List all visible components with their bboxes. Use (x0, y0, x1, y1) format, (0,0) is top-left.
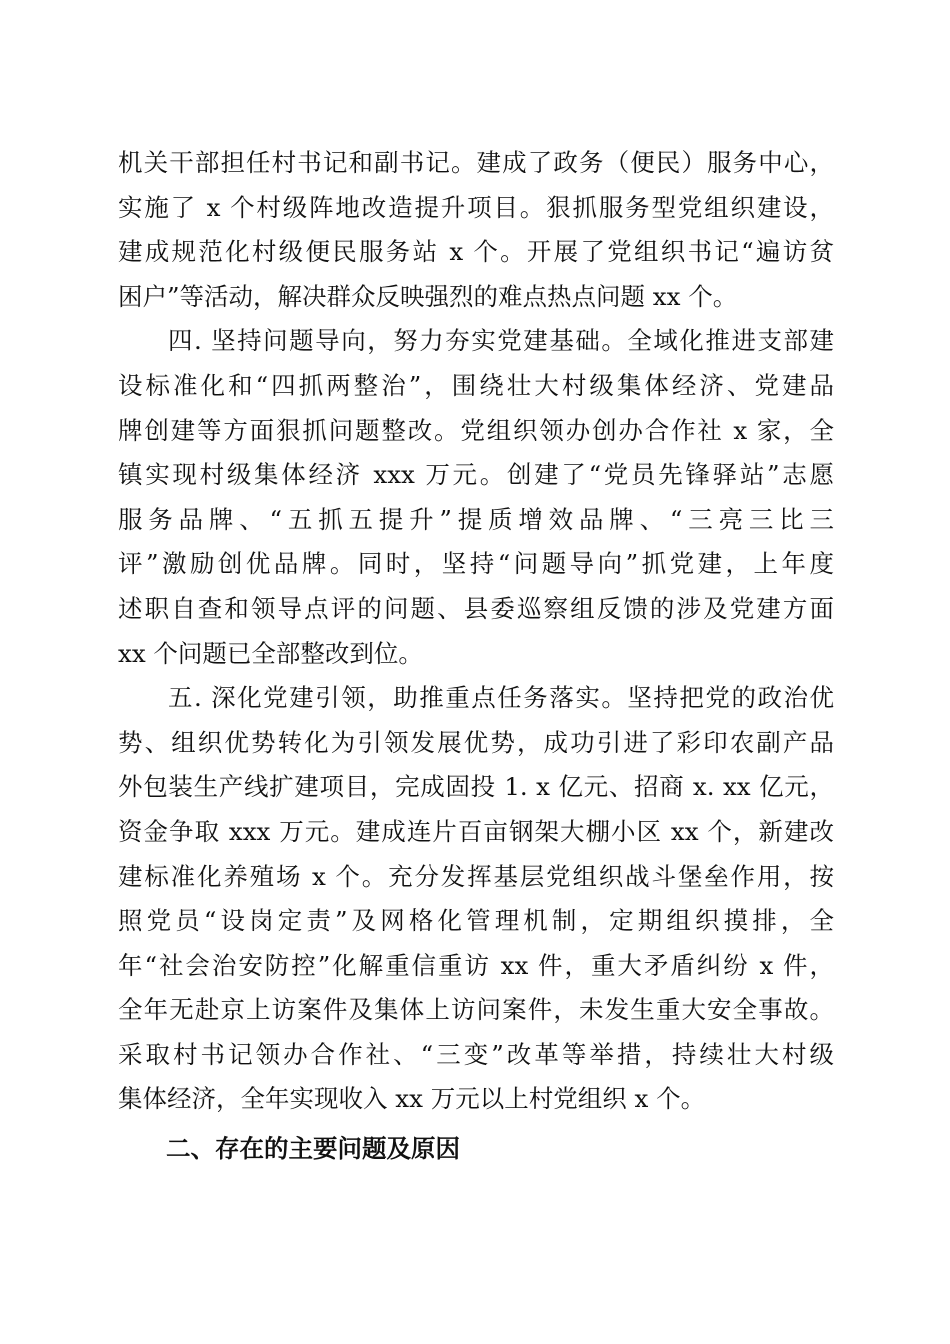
text-line: 外包装生产线扩建项目，完成固投 1. x 亿元、招商 x. xx 亿元， (118, 772, 834, 802)
text-line: 势、组织优势转化为引领发展优势，成功引进了彩印农副产品 (118, 727, 834, 757)
text-line: 镇实现村级集体经济 xxx 万元。创建了“党员先锋驿站”志愿 (118, 460, 834, 490)
text-line: 建标准化养殖场 x 个。充分发挥基层党组织战斗堡垒作用，按 (118, 861, 834, 891)
text-line: 述职自查和领导点评的问题、县委巡察组反馈的涉及党建方面 (118, 593, 834, 623)
text-line: 资金争取 xxx 万元。建成连片百亩钢架大棚小区 xx 个，新建改 (118, 816, 834, 846)
text-line: 服务品牌、“五抓五提升”提质增效品牌、“三亮三比三 (118, 504, 834, 534)
text-line: 设标准化和“四抓两整治”，围绕壮大村级集体经济、党建品 (118, 370, 834, 400)
section-heading: 二、存在的主要问题及原因 (166, 1134, 460, 1164)
text-line: 建成规范化村级便民服务站 x 个。开展了党组织书记“遍访贫 (118, 237, 834, 267)
text-line: 照党员“设岗定责”及网格化管理机制，定期组织摸排，全 (118, 906, 834, 936)
text-line: 牌创建等方面狠抓问题整改。党组织领办创办合作社 x 家，全 (118, 415, 834, 445)
document-body (118, 141, 834, 1172)
text-line: xx 个问题已全部整改到位。 (118, 638, 423, 668)
text-line: 实施了 x 个村级阵地改造提升项目。狠抓服务型党组织建设， (118, 192, 834, 222)
text-line: 集体经济，全年实现收入 xx 万元以上村党组织 x 个。 (118, 1084, 706, 1114)
text-line: 困户”等活动，解决群众反映强烈的难点热点问题 xx 个。 (118, 281, 738, 311)
text-line: 四. 坚持问题导向，努力夯实党建基础。全域化推进支部建 (168, 326, 834, 356)
text-line: 年“社会治安防控”化解重信重访 xx 件，重大矛盾纠纷 x 件， (118, 950, 834, 980)
text-line: 机关干部担任村书记和副书记。建成了政务（便民）服务中心， (118, 148, 834, 177)
text-line: 五. 深化党建引领，助推重点任务落实。坚持把党的政治优 (168, 683, 834, 713)
text-line: 全年无赴京上访案件及集体上访问案件，未发生重大安全事故。 (118, 995, 834, 1025)
text-line: 采取村书记领办合作社、“三变”改革等举措，持续壮大村级 (118, 1039, 834, 1069)
text-line: 评”激励创优品牌。同时，坚持“问题导向”抓党建，上年度 (118, 549, 834, 579)
